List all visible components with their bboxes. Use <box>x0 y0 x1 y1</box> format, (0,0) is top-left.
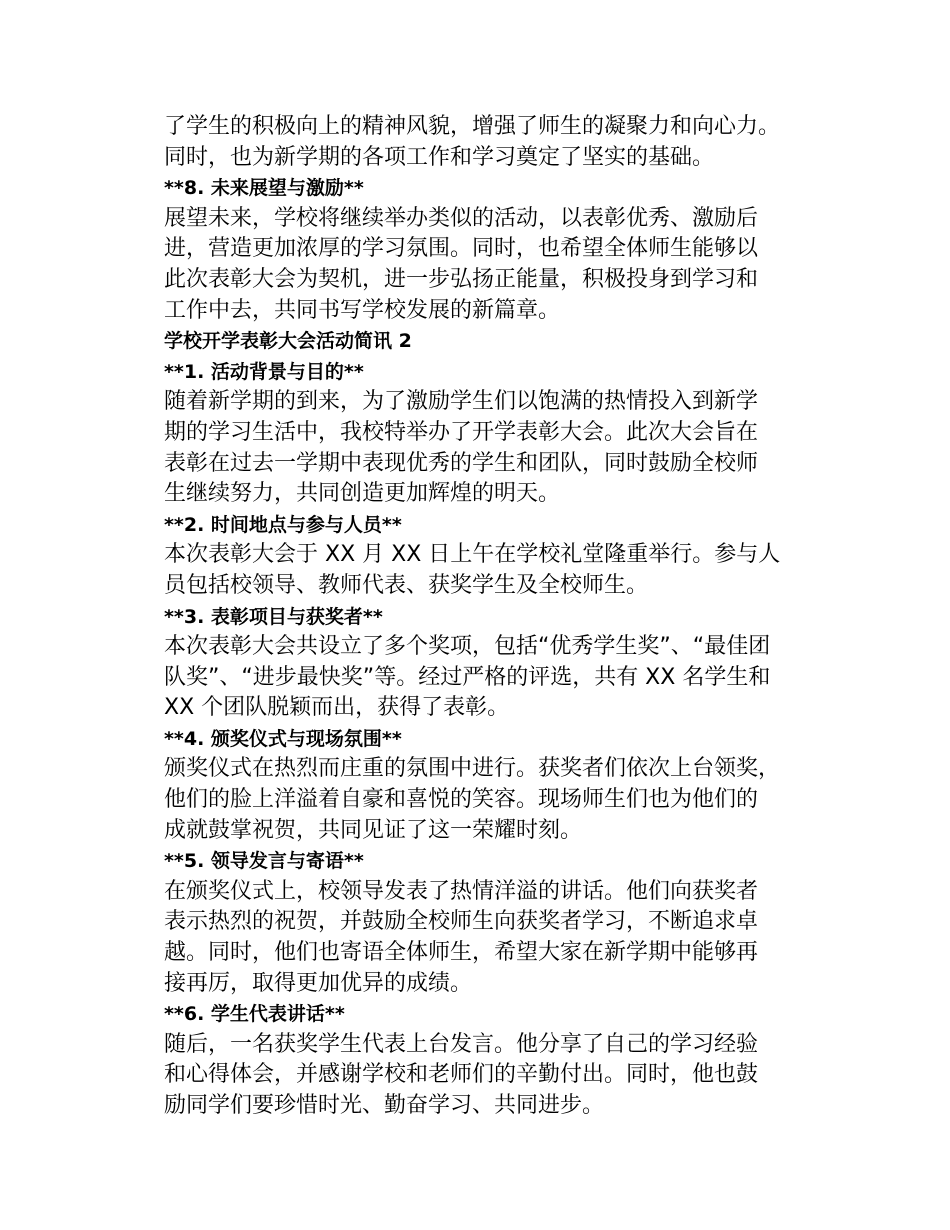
body-text-line: 队奖”、“进步最快奖”等。经过严格的评选，共有 XX 名学生和 <box>164 664 771 690</box>
section-heading: **3. 表彰项目与获奖者** <box>164 605 383 628</box>
body-text-line: 展望未来，学校将继续举办类似的活动，以表彰优秀、激励后 <box>164 205 759 231</box>
body-text-line: 颁奖仪式在热烈而庄重的氛围中进行。获奖者们依次上台领奖， <box>164 756 781 782</box>
body-text-line: 随着新学期的到来，为了激励学生们以饱满的热情投入到新学 <box>164 389 759 415</box>
section-heading: **1. 活动背景与目的** <box>164 360 364 383</box>
body-text-line: 接再厉，取得更加优异的成绩。 <box>164 970 473 996</box>
body-text-line: 生继续努力，共同创造更加辉煌的明天。 <box>164 481 561 507</box>
body-text-line: 和心得体会，并感谢学校和老师们的辛勤付出。同时，他也鼓 <box>164 1062 759 1088</box>
document-page <box>164 112 804 1122</box>
body-text-line: 他们的脸上洋溢着自豪和喜悦的笑容。现场师生们也为他们的 <box>164 787 759 813</box>
body-text-line: 员包括校领导、教师代表、获奖学生及全校师生。 <box>164 572 649 598</box>
body-text-line: 表示热烈的祝贺，并鼓励全校师生向获奖者学习，不断追求卓 <box>164 909 759 935</box>
body-text-line: XX 个团队脱颖而出，获得了表彰。 <box>164 695 510 721</box>
body-text-line: 越。同时，他们也寄语全体师生，希望大家在新学期中能够再 <box>164 940 759 966</box>
body-text-line: 此次表彰大会为契机，进一步弘扬正能量，积极投身到学习和 <box>164 266 759 292</box>
body-text-line: 进，营造更加浓厚的学习氛围。同时，也希望全体师生能够以 <box>164 236 759 262</box>
section-heading: **8. 未来展望与激励** <box>164 177 364 200</box>
body-text-line: 在颁奖仪式上，校领导发表了热情洋溢的讲话。他们向获奖者 <box>164 878 759 904</box>
section-heading: **4. 颁奖仪式与现场氛围** <box>164 727 402 750</box>
section-heading: **6. 学生代表讲话** <box>164 1003 345 1026</box>
section-heading: 学校开学表彰大会活动简讯 2 <box>164 330 412 353</box>
body-text-line: 励同学们要珍惜时光、勤奋学习、共同进步。 <box>164 1093 605 1118</box>
body-text-line: 了学生的积极向上的精神风貌，增强了师生的凝聚力和向心力。 <box>164 114 781 139</box>
section-heading: **5. 领导发言与寄语** <box>164 850 364 873</box>
body-text-line: 本次表彰大会共设立了多个奖项，包括“优秀学生奖”、“最佳团 <box>164 634 771 660</box>
section-heading: **2. 时间地点与参与人员** <box>164 513 402 536</box>
body-text-line: 随后，一名获奖学生代表上台发言。他分享了自己的学习经验 <box>164 1031 759 1057</box>
document-body <box>164 112 804 1122</box>
body-text-line: 本次表彰大会于 XX 月 XX 日上午在学校礼堂隆重举行。参与人 <box>164 542 781 568</box>
body-text-line: 期的学习生活中，我校特举办了开学表彰大会。此次大会旨在 <box>164 419 759 445</box>
body-text-line: 同时，也为新学期的各项工作和学习奠定了坚实的基础。 <box>164 144 715 170</box>
body-text-line: 成就鼓掌祝贺，共同见证了这一荣耀时刻。 <box>164 817 583 843</box>
body-text-line: 工作中去，共同书写学校发展的新篇章。 <box>164 297 561 323</box>
body-text-line: 表彰在过去一学期中表现优秀的学生和团队，同时鼓励全校师 <box>164 450 759 476</box>
